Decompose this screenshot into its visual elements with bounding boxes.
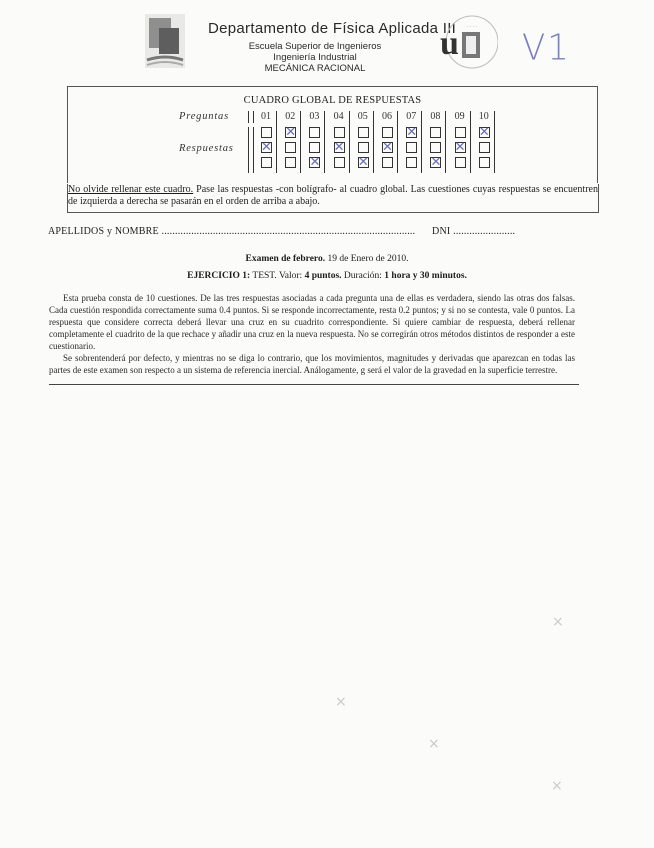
department-logo [145,14,185,68]
question-number-09: 09 [454,111,465,122]
department-title: Departamento de Física Aplicada III [208,20,457,37]
question-number-07: 07 [406,111,417,122]
answer-sheet-title: CUADRO GLOBAL DE RESPUESTAS [243,95,422,106]
exercise-title: EJERCICIO 1: [187,271,251,281]
answer-cell-q05-1[interactable] [358,127,369,138]
answer-cell-q02-3[interactable] [285,157,296,168]
answer-cell-q01-1[interactable] [261,127,272,138]
answer-mark-q08: ✕ [430,155,442,170]
answers-divider [248,127,254,173]
question-number-10: 10 [478,111,489,122]
exercise-duration: 1 hora y 30 minutos. [384,271,467,281]
degree-name: Ingeniería Industrial [273,52,357,63]
answer-cell-q09-3[interactable] [455,157,466,168]
exercise-heading [0,271,654,281]
exam-date-rest: 19 de Enero de 2010. [325,254,409,264]
answer-mark-q04: ✕ [333,140,345,155]
answer-cell-q03-2[interactable] [309,142,320,153]
exercise-value: 4 puntos. [304,271,342,281]
answer-cell-q08-1[interactable] [430,127,441,138]
answer-mark-q07: ✕ [406,125,418,140]
column-separator [276,111,277,173]
question-number-03: 03 [309,111,320,122]
answer-cell-q06-1[interactable] [382,127,393,138]
exercise-duration-label: Duración: [341,271,385,281]
instructions-paragraph-2: Se sobrentenderá por defecto, y mientras no se diga lo contrario, que los movimientos, magnitudes y derivadas que aparezcan en todas las partes de este examen son respecto a un sistema de referencia inercial. Análogamente, g será el valor de la gravedad en la superficie terrestre. [49,353,575,375]
name-label: APELLIDOS y NOMBRE [48,226,159,237]
answer-cell-q06-3[interactable] [382,157,393,168]
column-separator [470,111,471,173]
answers-label: Respuestas [179,143,234,154]
note-underlined: No olvide rellenar este cuadro. [68,184,194,195]
dni-label: DNI [432,226,451,237]
question-number-04: 04 [333,111,344,122]
column-separator [421,111,422,173]
exam-date [0,254,654,264]
question-number-02: 02 [285,111,296,122]
answer-mark-q06: ✕ [382,140,393,155]
answer-mark-q10: ✕ [478,125,490,140]
university-seal [432,14,498,70]
column-separator [373,111,374,173]
column-separator [494,111,495,173]
column-separator [300,111,301,173]
bleed-through-mark: × [551,778,563,794]
answer-cell-q02-2[interactable] [285,142,296,153]
answer-mark-q09: ✕ [454,140,466,155]
answer-mark-q05: ✕ [357,155,369,170]
answer-cell-q07-2[interactable] [406,142,417,153]
exercise-type: TEST. Valor: [250,271,305,281]
section-divider [49,384,579,385]
answer-cell-q10-2[interactable] [479,142,490,153]
student-id-line [48,226,515,237]
bleed-through-mark: × [335,694,347,710]
note-text: Pase las respuestas -con bolígrafo- al cuadro global. Las cuestiones cuyas respuestas se encuentren de izquierda a derecha se pasarán en el orden de arriba a abajo. [68,184,598,207]
version-mark: V1 [522,27,571,69]
question-number-01: 01 [261,111,271,122]
question-number-06: 06 [382,111,392,122]
instructions-paragraph-1: Esta prueba consta de 10 cuestiones. De las tres respuestas asociadas a cada pregunta una de ellas es verdadera, siendo las otras dos falsas. Cada cuestión respondida correctamente suma 0.4 puntos. Si se responde incorrectamente, resta 0.2 puntos; y si no se contesta, vale 0 puntos. La respuesta que considere correcta deberá llevar una cruz en su cuadrito correspondiente. Si quiere cambiar de respuesta, deberá rellenar completamente el cuadrito de la que rechace y añadir una cruz en la nueva respuesta. No se corregirán otros métodos distintos de responder a este cuestionario. [49,293,575,351]
answer-cell-q03-1[interactable] [309,127,320,138]
svg-text:u: u [440,25,459,62]
question-number-05: 05 [357,111,368,122]
subject-name: MECÁNICA RACIONAL [264,63,366,74]
answer-cell-q07-3[interactable] [406,157,417,168]
answer-cell-q10-3[interactable] [479,157,490,168]
exam-date-bold: Examen de febrero. [245,254,326,264]
answer-sheet-box [67,86,598,183]
dni-field[interactable]: ....................... [453,226,516,237]
answer-mark-q01: ✕ [261,140,272,155]
answer-cell-q04-1[interactable] [334,127,345,138]
bleed-through-mark: × [552,614,564,630]
instructions-note [67,184,599,213]
answer-cell-q05-2[interactable] [358,142,369,153]
question-number-08: 08 [430,111,441,122]
column-separator [324,111,325,173]
column-separator [445,111,446,173]
questions-label: Preguntas [179,111,229,122]
school-name: Escuela Superior de Ingenieros [248,41,382,52]
answer-mark-q03: ✕ [309,155,321,170]
name-field[interactable]: .............................................................................................. [161,226,416,237]
answer-mark-q02: ✕ [285,125,297,140]
answer-cell-q01-3[interactable] [261,157,272,168]
column-separator [349,111,350,173]
svg-text:· · · ·: · · · · [466,24,478,30]
bleed-through-mark: × [428,736,440,752]
answer-cell-q08-2[interactable] [430,142,441,153]
column-separator [397,111,398,173]
answer-cell-q04-3[interactable] [334,157,345,168]
answer-cell-q09-1[interactable] [455,127,466,138]
